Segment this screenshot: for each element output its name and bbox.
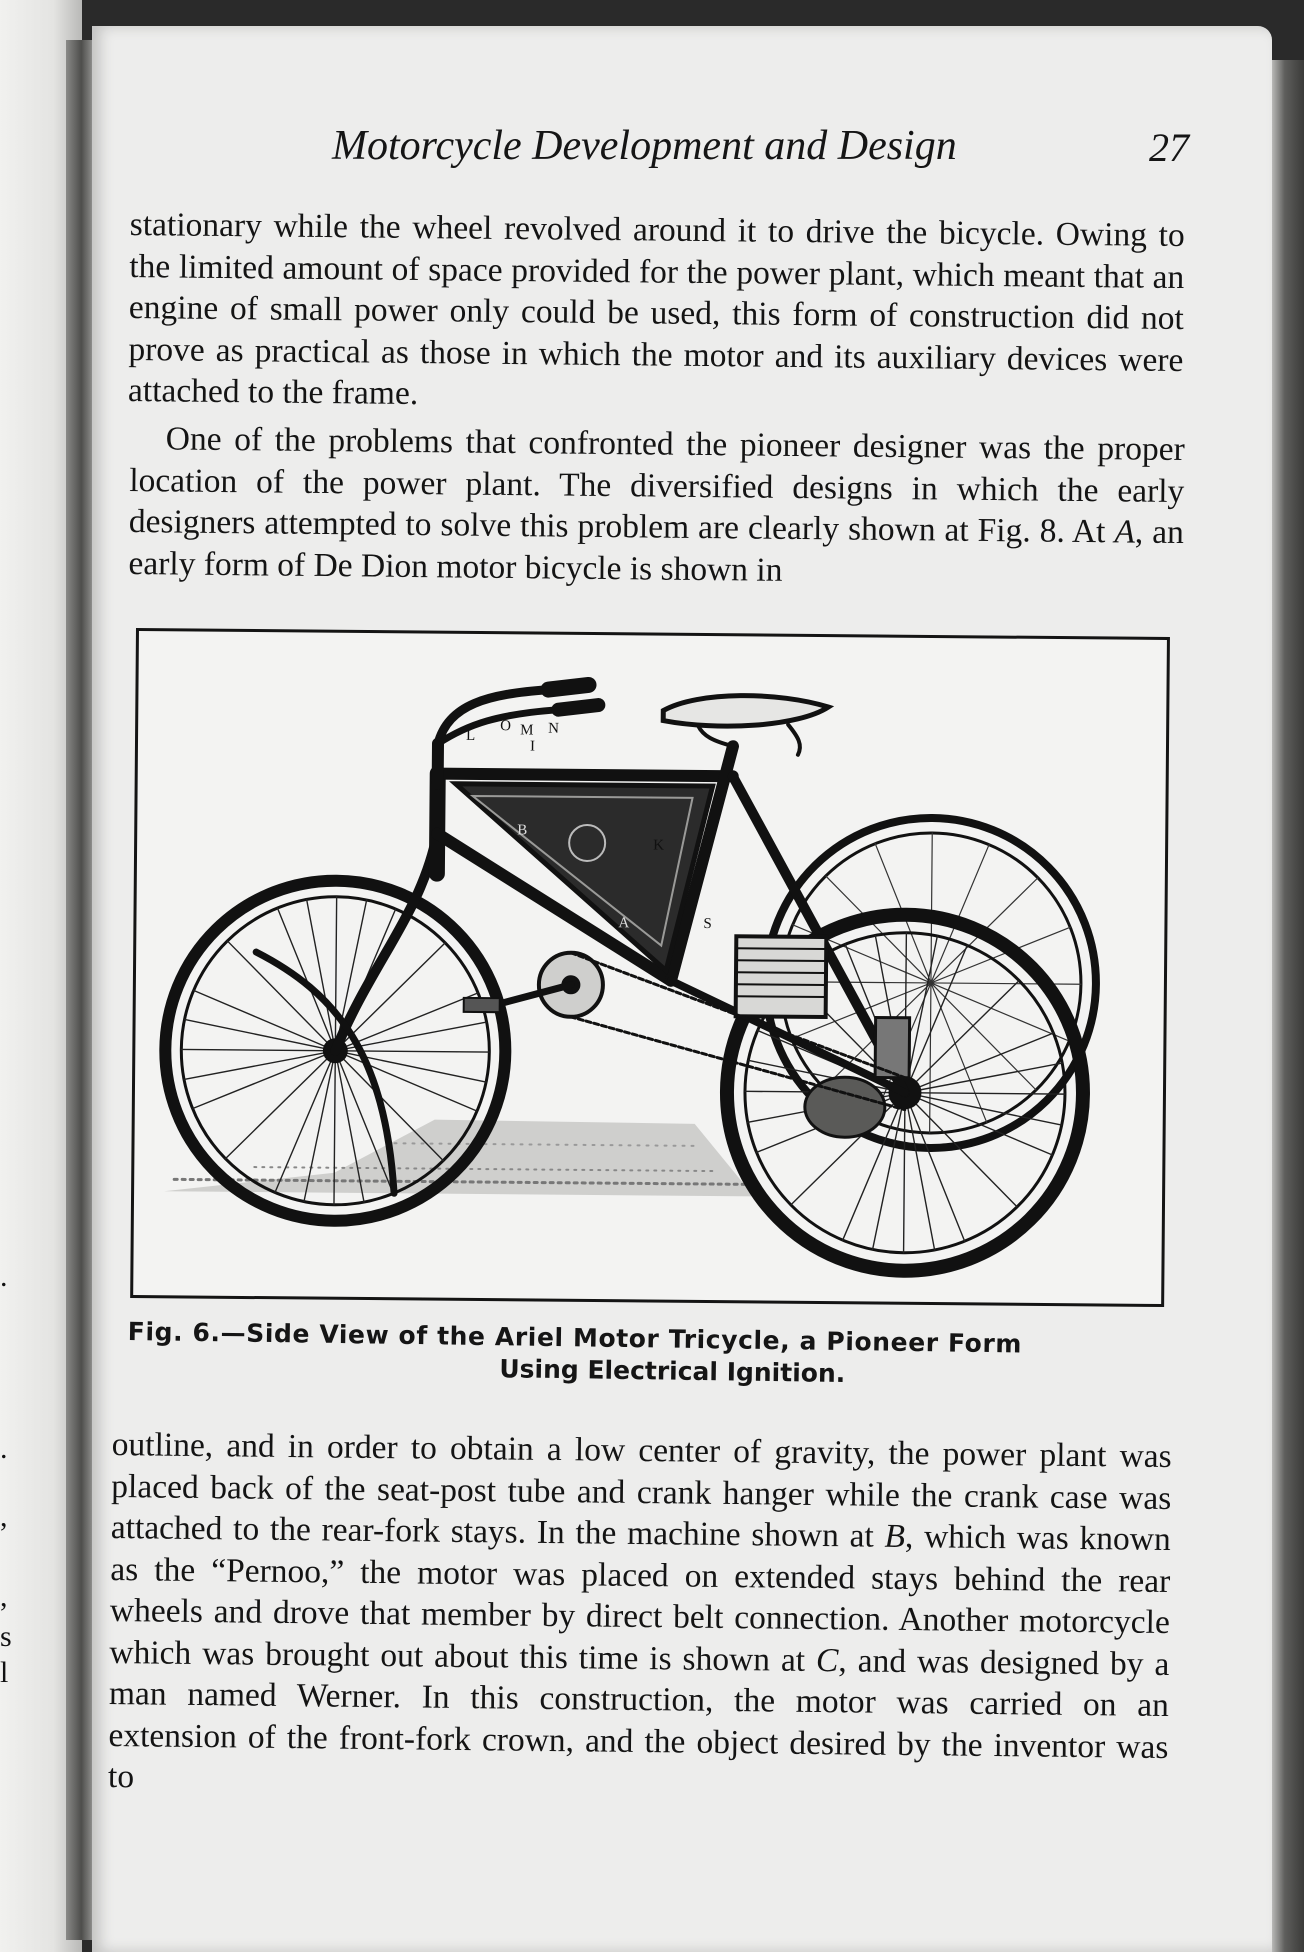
- engine: [735, 936, 911, 1138]
- front-fork: [335, 833, 437, 1052]
- book-page: [92, 26, 1272, 1952]
- part-letter: K: [653, 837, 665, 854]
- part-letter: S: [703, 915, 712, 933]
- paragraph-1: stationary while the wheel revolved around it to drive the bicycle. Owing to the limited amount of space provided for the power plant, which meant that an engine of small power only could be used, this form of construction did not prove as practical as those in which the motor and its auxiliary devices were attached to the frame.: [127, 205, 1185, 413]
- page-number: 27: [1149, 125, 1189, 170]
- paragraph-3-text: , which was known as the “Pernoo,” the motor was placed on extended stays behind the rear wheels and drove that member by direct belt connection. Another motorcycle which was brought out about this time is shown at: [109, 1518, 1171, 1679]
- saddle: [663, 695, 829, 755]
- ariel-motor-tricycle-illustration: [133, 631, 1161, 1298]
- paragraph-2-text-end: , an early form of De Dion motor bicycle is shown in: [128, 513, 1185, 589]
- paragraph-3-text: outline, and in order to obtain a low center of gravity, the power plant was placed back of the seat-post tube and crank hanger while the crank case was attached to the rear-fork stays. In the machine shown at: [110, 1425, 1172, 1555]
- page-header: [92, 122, 1272, 182]
- part-letter: M: [520, 722, 534, 739]
- figure-caption: [127, 1316, 1178, 1395]
- part-letter: N: [548, 720, 560, 737]
- figure-frame: [130, 628, 1170, 1307]
- part-letter: L: [466, 727, 476, 744]
- part-letter: A: [618, 915, 630, 932]
- fragment: .: [0, 1260, 8, 1293]
- caption-line-2: Using Electrical Ignition.: [499, 1354, 846, 1389]
- paragraph-2: [128, 418, 1185, 595]
- running-title: Motorcycle Development and Design: [332, 123, 957, 169]
- fragment: .: [0, 1432, 8, 1465]
- figure-reference-b: B: [884, 1517, 906, 1556]
- part-letter: I: [529, 738, 536, 755]
- paragraph-2-text: One of the problems that confronted the pioneer designer was the proper location of the power plant. The diversified designs in which the early designers attempted to solve this problem are clearly shown at Fig. 8. At: [128, 420, 1185, 551]
- page-stack-edge: [1272, 60, 1304, 1952]
- caption-line-1: Fig. 6.—Side View of the Ariel Motor Tricycle, a Pioneer Form: [127, 1316, 1023, 1359]
- part-letter: B: [517, 822, 528, 839]
- paragraph-3-text-end: , and was designed by a man named Werner. In this construction, the motor was carried on an extension of the front-fork crown, and the object desired by the inventor was to: [107, 1641, 1170, 1796]
- fragment: l: [0, 1656, 9, 1689]
- paragraph-3: [108, 1424, 1172, 1810]
- battery-box: [454, 784, 713, 971]
- fragment: ,: [0, 1580, 8, 1613]
- figure-reference-c: C: [815, 1641, 839, 1679]
- figure-reference-a: A: [1114, 513, 1136, 551]
- part-letter: O: [500, 718, 512, 735]
- ground-shadow: [164, 1117, 755, 1196]
- fragment: ,: [0, 1500, 8, 1533]
- fragment: s: [0, 1620, 12, 1653]
